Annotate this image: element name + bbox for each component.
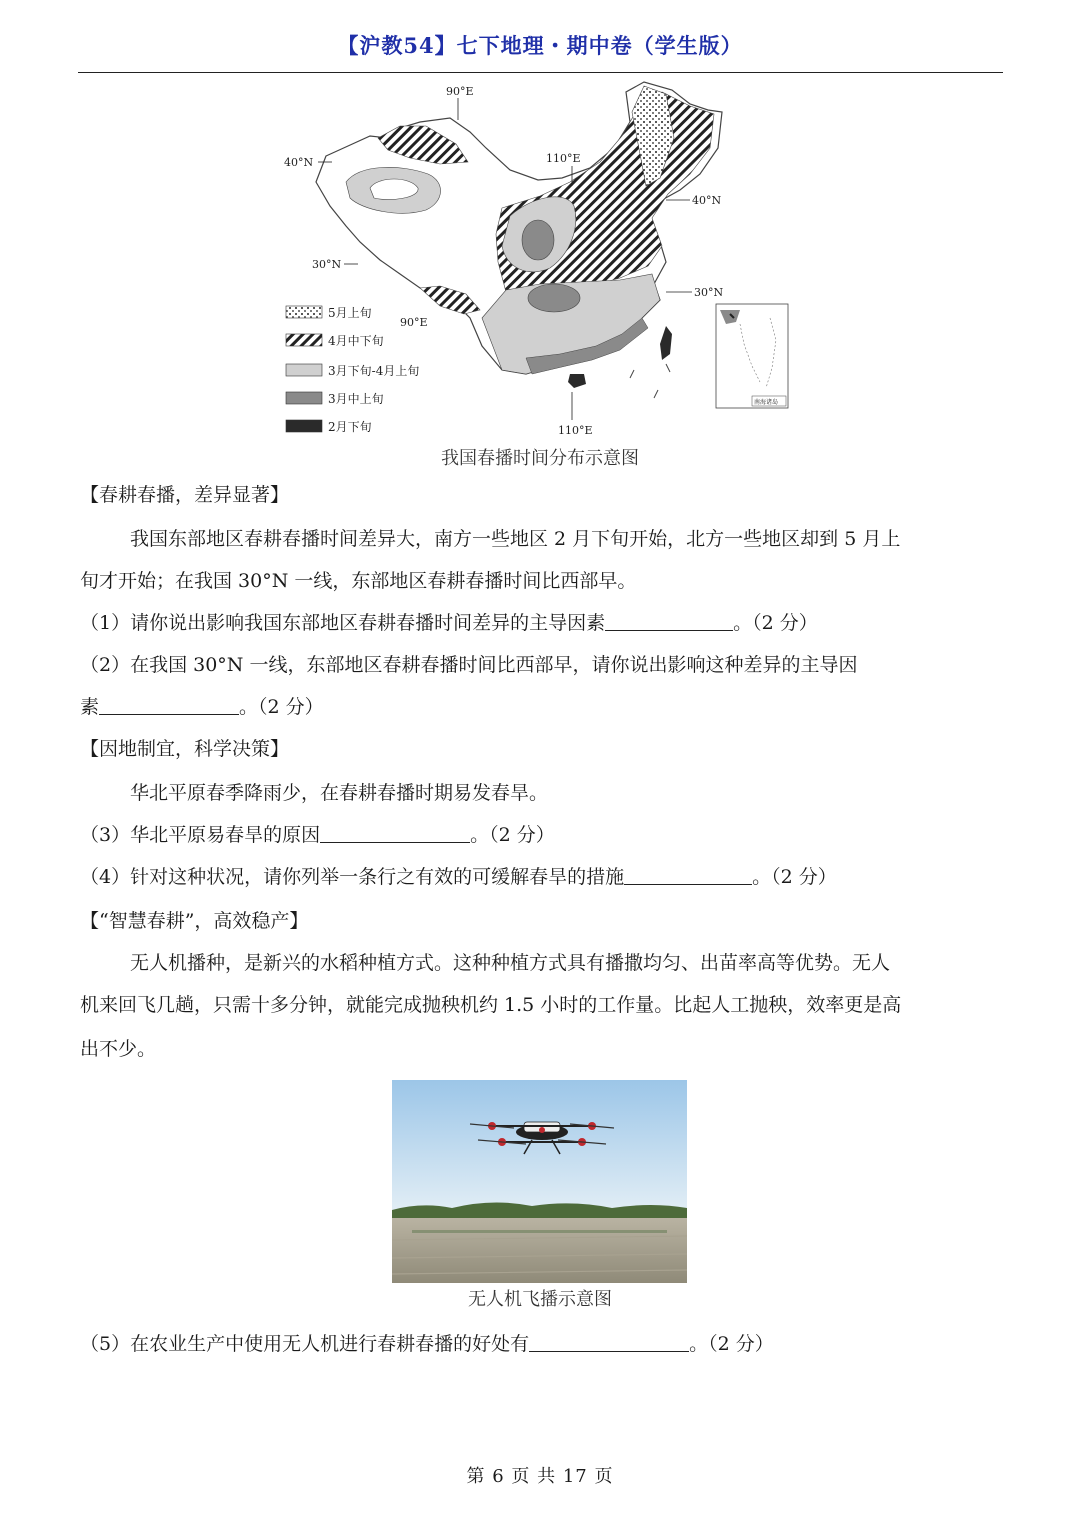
hainan-island (568, 374, 586, 388)
legend-label-april-mid-late: 4月中下旬 (328, 334, 384, 348)
legend-swatch-march-mid-early (286, 392, 322, 404)
section1-para-line2: 旬才开始；在我国 30°N 一线，东部地区春耕春播时间比西部早。 (80, 570, 637, 592)
question-3 (80, 822, 555, 848)
region-center-mid (522, 220, 554, 260)
question-5-answer-blank[interactable] (529, 1331, 689, 1352)
lon90-top-label: 90°E (446, 85, 474, 98)
question-1 (80, 610, 818, 636)
south-china-sea-inset (716, 304, 788, 408)
question-5-score: 。（2 分） (689, 1333, 774, 1355)
question-3-score: 。（2 分） (470, 824, 555, 846)
question-2-line2 (80, 694, 324, 720)
lon110-bottom-label: 110°E (558, 424, 593, 437)
legend-label-feb-late: 2月下旬 (328, 420, 372, 434)
legend-label-march-mid-early: 3月中上旬 (328, 392, 384, 406)
lat40-right-label: 40°N (692, 194, 722, 207)
photo-caption: 无人机飞播示意图 (468, 1289, 612, 1310)
spring-sowing-map (270, 78, 810, 440)
section3-heading: 【“智慧春耕”，高效稳产】 (80, 910, 309, 932)
region-south-mid (528, 284, 580, 312)
question-2-line1: （2）在我国 30°N 一线，东部地区春耕春播时间比西部早，请你说出影响这种差异的主导因 (80, 654, 858, 676)
legend-swatch-feb-late (286, 420, 322, 432)
question-4-score: 。（2 分） (752, 866, 837, 888)
taiwan-island (660, 326, 672, 360)
section1-para-line1: 我国东部地区春耕春播时间差异大，南方一些地区 2 月下旬开始，北方一些地区却到 5 月上 (130, 528, 901, 550)
section3-para-line3: 出不少。 (80, 1038, 157, 1060)
question-1-text: （1）请你说出影响我国东部地区春耕春播时间差异的主导因素 (80, 612, 606, 634)
page-header-title: 【沪教54】七下地理・期中卷（学生版） (337, 33, 743, 58)
question-4-text: （4）针对这种状况，请你列举一条行之有效的可缓解春旱的措施 (80, 866, 625, 888)
question-4 (80, 864, 837, 890)
legend-label-may-early: 5月上旬 (328, 306, 372, 320)
lat30-left-label: 30°N (312, 258, 342, 271)
question-5 (80, 1331, 774, 1357)
section2-heading: 【因地制宜，科学决策】 (80, 738, 290, 760)
section1-heading: 【春耕春播，差异显著】 (80, 484, 290, 506)
lat40-left-label: 40°N (284, 156, 314, 169)
map-caption: 我国春播时间分布示意图 (441, 448, 639, 469)
section3-para-line2: 机来回飞几趟，只需十多分钟，就能完成抛秧机约 1.5 小时的工作量。比起人工抛秧，效率更是高 (80, 994, 902, 1016)
question-5-text: （5）在农业生产中使用无人机进行春耕春播的好处有 (80, 1333, 530, 1355)
lon90-bottom-label: 90°E (400, 316, 428, 329)
legend-swatch-march-late-april-early (286, 364, 322, 376)
legend-swatch-april-mid-late (286, 334, 322, 346)
page-number: 第 6 页 共 17 页 (466, 1466, 614, 1487)
header-divider (78, 72, 1003, 73)
drone-photo (392, 1080, 687, 1283)
question-2-answer-blank[interactable] (99, 694, 239, 715)
question-3-answer-blank[interactable] (320, 822, 470, 843)
legend-swatch-may-early (286, 306, 322, 318)
section2-para: 华北平原春季降雨少，在春耕春播时期易发春旱。 (130, 782, 549, 804)
question-2-text: 素 (80, 696, 100, 718)
question-4-answer-blank[interactable] (624, 864, 752, 885)
question-2-score: 。（2 分） (239, 696, 324, 718)
lat30-right-label: 30°N (694, 286, 724, 299)
question-1-score: 。（2 分） (733, 612, 818, 634)
section3-para-line1: 无人机播种，是新兴的水稻种植方式。这种种植方式具有播撒均匀、出苗率高等优势。无人 (130, 952, 891, 974)
legend-label-march-late-april-early: 3月下旬-4月上旬 (328, 364, 420, 378)
lon110-top-label: 110°E (546, 152, 581, 165)
question-3-text: （3）华北平原易春旱的原因 (80, 824, 321, 846)
question-1-answer-blank[interactable] (605, 610, 733, 631)
inset-label: 南海诸岛 (754, 399, 779, 406)
